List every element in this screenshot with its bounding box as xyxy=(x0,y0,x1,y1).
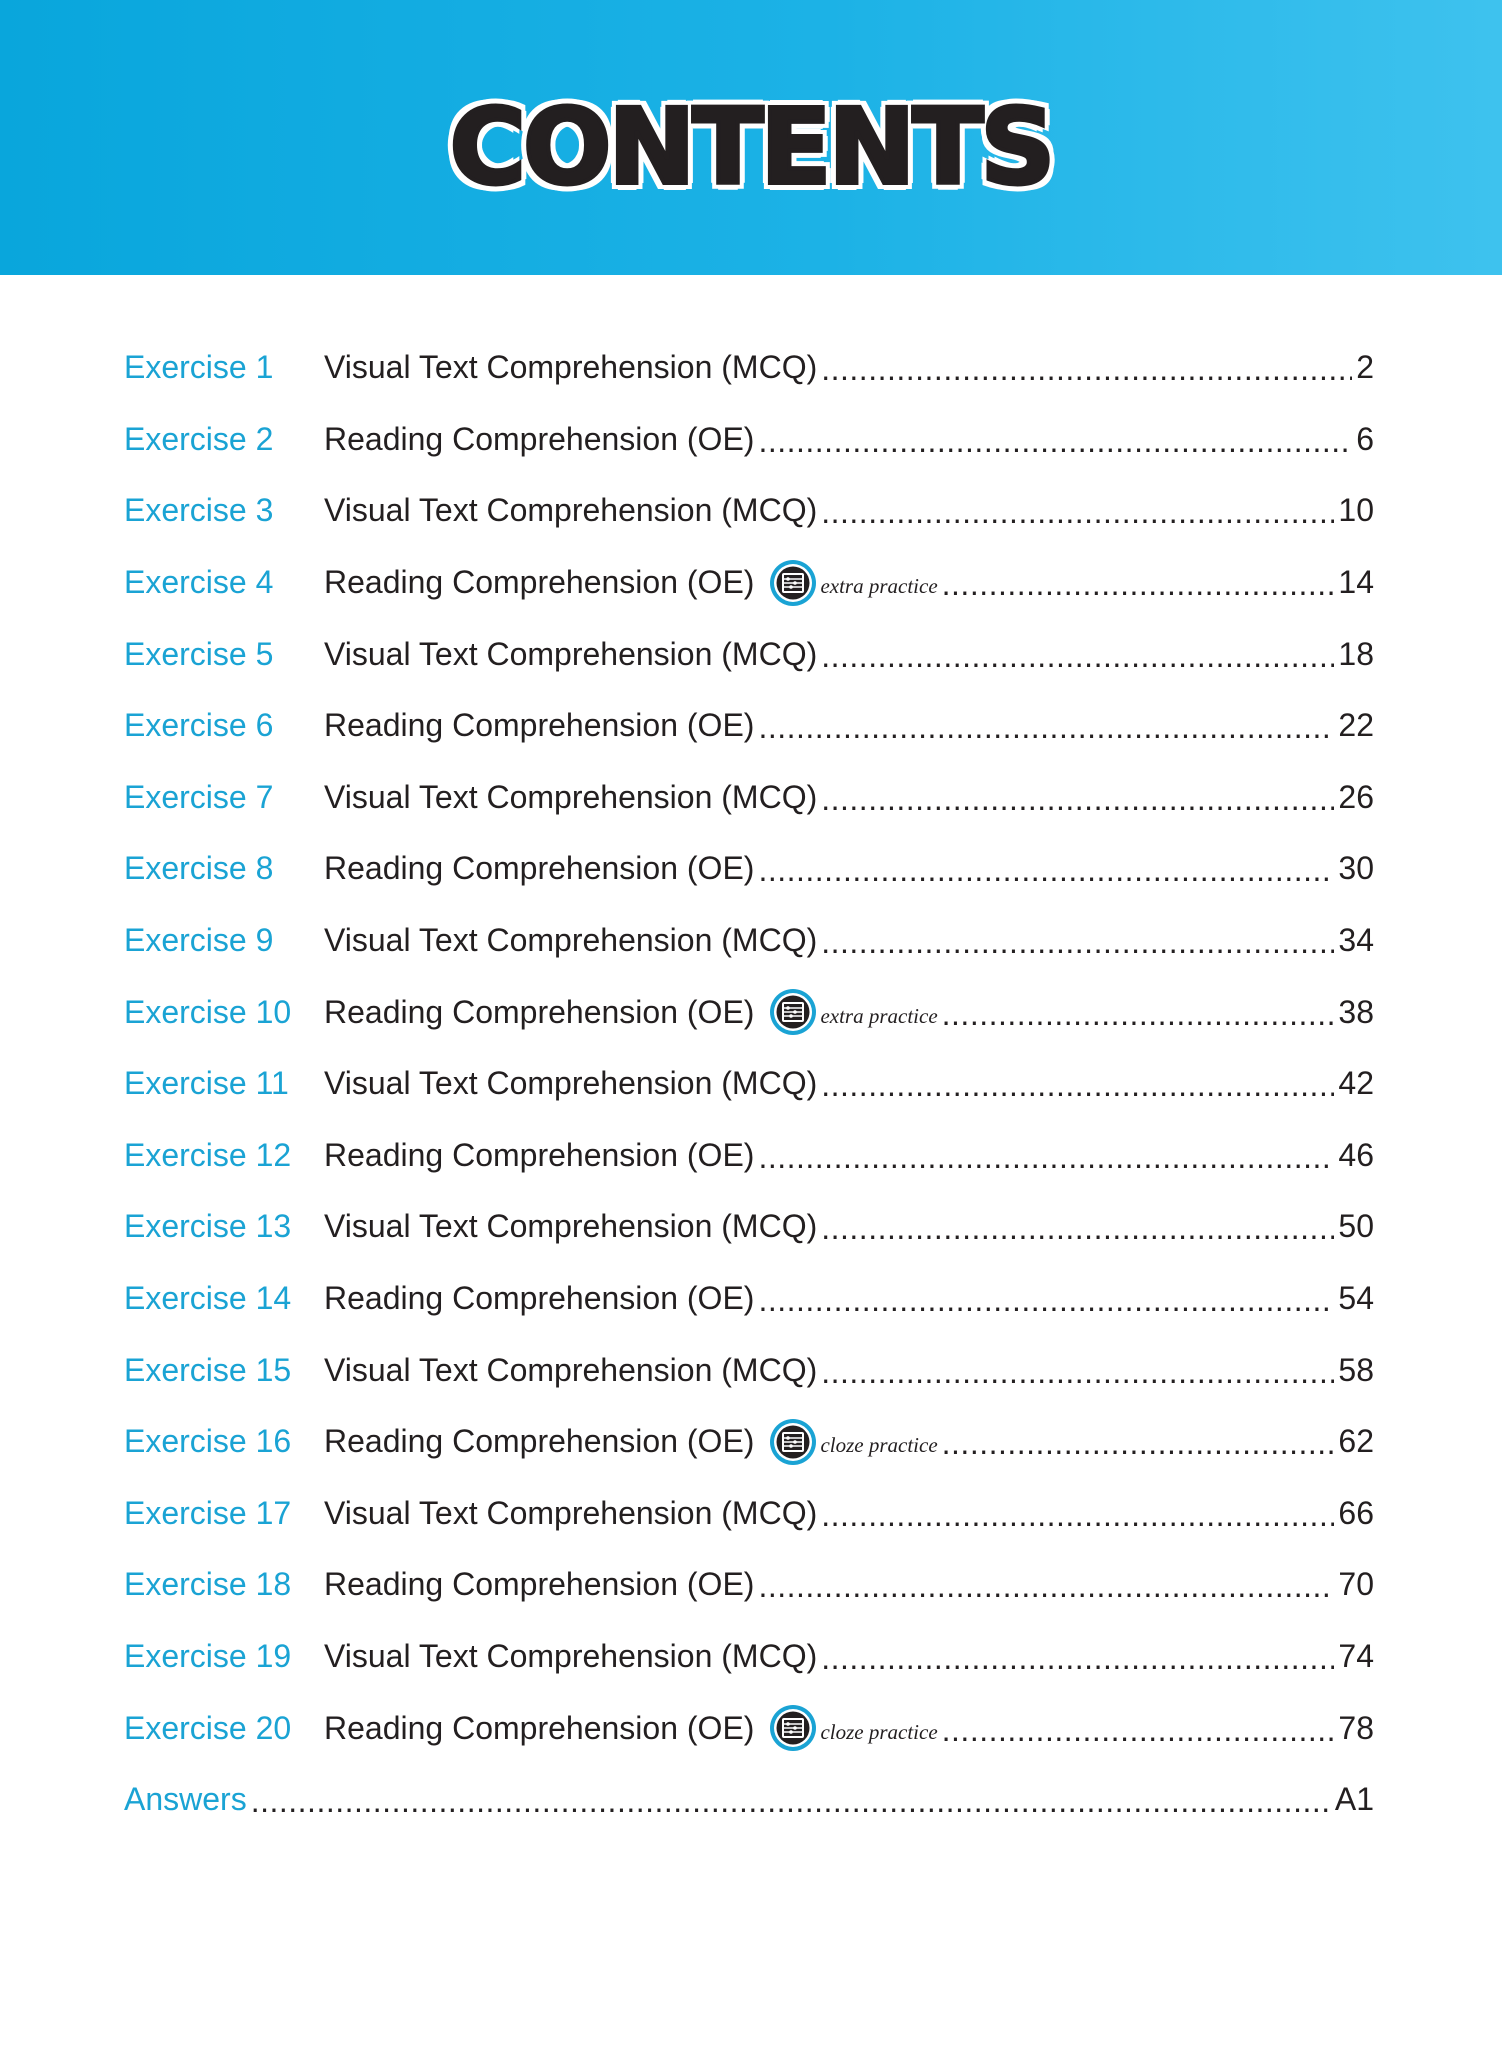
toc-entry[interactable] xyxy=(124,1621,1374,1693)
toc-entry[interactable] xyxy=(124,833,1374,905)
dot-leader xyxy=(942,566,1335,603)
exercise-title: Reading Comprehension (OE) xyxy=(324,707,755,744)
toc-entry[interactable] xyxy=(124,1549,1374,1621)
badge-label: extra practice xyxy=(820,574,938,599)
toc-entry[interactable] xyxy=(124,404,1374,476)
toc-entry[interactable] xyxy=(124,547,1374,619)
page-title: CONTENTS xyxy=(449,86,1053,208)
toc-entry[interactable] xyxy=(124,1692,1374,1764)
exercise-title: Visual Text Comprehension (MCQ) xyxy=(324,1065,818,1102)
page-number: 2 xyxy=(1356,349,1374,386)
page-number: 70 xyxy=(1338,1566,1374,1603)
exercise-title: Visual Text Comprehension (MCQ) xyxy=(324,492,818,529)
exercise-label: Exercise 5 xyxy=(124,635,274,672)
toc-entry[interactable] xyxy=(124,976,1374,1048)
page-number: 46 xyxy=(1338,1136,1374,1173)
exercise-title: Reading Comprehension (OE) xyxy=(324,993,755,1030)
page-number: 34 xyxy=(1338,922,1374,959)
practice-badge xyxy=(768,987,937,1037)
exercise-label: Exercise 10 xyxy=(124,993,292,1030)
dot-leader xyxy=(758,423,1352,460)
page-number: 38 xyxy=(1338,993,1374,1030)
page-number: 62 xyxy=(1338,1423,1374,1460)
dot-leader xyxy=(821,1354,1334,1391)
exercise-label: Exercise 13 xyxy=(124,1208,292,1245)
badge-label: extra practice xyxy=(820,1003,938,1028)
abacus-icon xyxy=(768,1703,818,1753)
exercise-label: Exercise 19 xyxy=(124,1637,292,1674)
toc-entry[interactable] xyxy=(124,475,1374,547)
exercise-label: Exercise 18 xyxy=(124,1566,292,1603)
abacus-icon xyxy=(768,1417,818,1467)
toc-entry[interactable] xyxy=(124,762,1374,834)
exercise-label: Exercise 11 xyxy=(124,1065,289,1102)
exercise-title: Visual Text Comprehension (MCQ) xyxy=(324,635,818,672)
page-number: 14 xyxy=(1338,564,1374,601)
page-number: 6 xyxy=(1356,420,1374,457)
dot-leader xyxy=(821,1067,1334,1104)
exercise-label: Exercise 17 xyxy=(124,1494,292,1531)
exercise-title: Visual Text Comprehension (MCQ) xyxy=(324,922,818,959)
exercise-title: Reading Comprehension (OE) xyxy=(324,1423,755,1460)
exercise-title: Reading Comprehension (OE) xyxy=(324,1280,755,1317)
exercise-label: Exercise 2 xyxy=(124,420,274,457)
exercise-label: Exercise 3 xyxy=(124,492,274,529)
page-number: 30 xyxy=(1338,850,1374,887)
toc-entry[interactable] xyxy=(124,1334,1374,1406)
toc-entry[interactable] xyxy=(124,618,1374,690)
dot-leader xyxy=(942,1712,1335,1749)
dot-leader xyxy=(758,1282,1334,1319)
toc-entry[interactable] xyxy=(124,1406,1374,1478)
exercise-title: Visual Text Comprehension (MCQ) xyxy=(324,1351,818,1388)
page-number: A1 xyxy=(1334,1781,1374,1818)
dot-leader xyxy=(758,1568,1334,1605)
badge-label: cloze practice xyxy=(820,1719,938,1744)
page-number: 10 xyxy=(1338,492,1374,529)
toc-entry[interactable] xyxy=(124,1120,1374,1192)
exercise-label: Exercise 15 xyxy=(124,1351,292,1388)
page-number: 22 xyxy=(1338,707,1374,744)
exercise-label: Exercise 1 xyxy=(124,349,274,386)
dot-leader xyxy=(821,351,1352,388)
exercise-title: Reading Comprehension (OE) xyxy=(324,420,755,457)
dot-leader xyxy=(821,1497,1334,1534)
exercise-title: Reading Comprehension (OE) xyxy=(324,1709,755,1746)
toc-entry[interactable] xyxy=(124,332,1374,404)
dot-leader xyxy=(821,1210,1334,1247)
practice-badge xyxy=(768,558,937,608)
page-number: 66 xyxy=(1338,1494,1374,1531)
page-number: 74 xyxy=(1338,1637,1374,1674)
badge-label: cloze practice xyxy=(820,1433,938,1458)
toc-entry[interactable] xyxy=(124,690,1374,762)
exercise-title: Reading Comprehension (OE) xyxy=(324,564,755,601)
dot-leader xyxy=(821,1640,1334,1677)
toc-entry-answers[interactable] xyxy=(124,1764,1374,1836)
exercise-title: Visual Text Comprehension (MCQ) xyxy=(324,349,818,386)
dot-leader xyxy=(758,852,1334,889)
dot-leader xyxy=(942,996,1335,1033)
exercise-title: Reading Comprehension (OE) xyxy=(324,850,755,887)
dot-leader xyxy=(821,924,1334,961)
toc-entry[interactable] xyxy=(124,905,1374,977)
exercise-title: Reading Comprehension (OE) xyxy=(324,1566,755,1603)
table-of-contents xyxy=(124,332,1374,1835)
dot-leader xyxy=(821,494,1334,531)
exercise-title: Visual Text Comprehension (MCQ) xyxy=(324,1637,818,1674)
page-number: 26 xyxy=(1338,778,1374,815)
dot-leader xyxy=(758,1139,1334,1176)
exercise-label: Exercise 8 xyxy=(124,850,274,887)
exercise-label: Exercise 7 xyxy=(124,778,274,815)
abacus-icon xyxy=(768,558,818,608)
title-wrap xyxy=(0,86,1502,208)
toc-entry[interactable] xyxy=(124,1478,1374,1550)
dot-leader xyxy=(251,1783,1331,1820)
exercise-title: Visual Text Comprehension (MCQ) xyxy=(324,778,818,815)
toc-entry[interactable] xyxy=(124,1048,1374,1120)
dot-leader xyxy=(821,638,1334,675)
page-number: 58 xyxy=(1338,1351,1374,1388)
exercise-label: Exercise 4 xyxy=(124,564,274,601)
exercise-label: Exercise 9 xyxy=(124,922,274,959)
practice-badge xyxy=(768,1417,937,1467)
exercise-label: Exercise 14 xyxy=(124,1280,292,1317)
dot-leader xyxy=(821,781,1334,818)
exercise-title: Visual Text Comprehension (MCQ) xyxy=(324,1494,818,1531)
dot-leader xyxy=(758,709,1334,746)
toc-entry[interactable] xyxy=(124,1263,1374,1335)
exercise-label: Exercise 6 xyxy=(124,707,274,744)
practice-badge xyxy=(768,1703,937,1753)
exercise-label: Exercise 20 xyxy=(124,1709,292,1746)
exercise-title: Reading Comprehension (OE) xyxy=(324,1136,755,1173)
exercise-title: Visual Text Comprehension (MCQ) xyxy=(324,1208,818,1245)
dot-leader xyxy=(942,1425,1335,1462)
toc-entry[interactable] xyxy=(124,1191,1374,1263)
exercise-label: Exercise 12 xyxy=(124,1136,292,1173)
page-number: 50 xyxy=(1338,1208,1374,1245)
abacus-icon xyxy=(768,987,818,1037)
page-number: 42 xyxy=(1338,1065,1374,1102)
page-number: 18 xyxy=(1338,635,1374,672)
page-number: 54 xyxy=(1338,1280,1374,1317)
page-number: 78 xyxy=(1338,1709,1374,1746)
answers-label: Answers xyxy=(124,1781,247,1818)
exercise-label: Exercise 16 xyxy=(124,1423,292,1460)
